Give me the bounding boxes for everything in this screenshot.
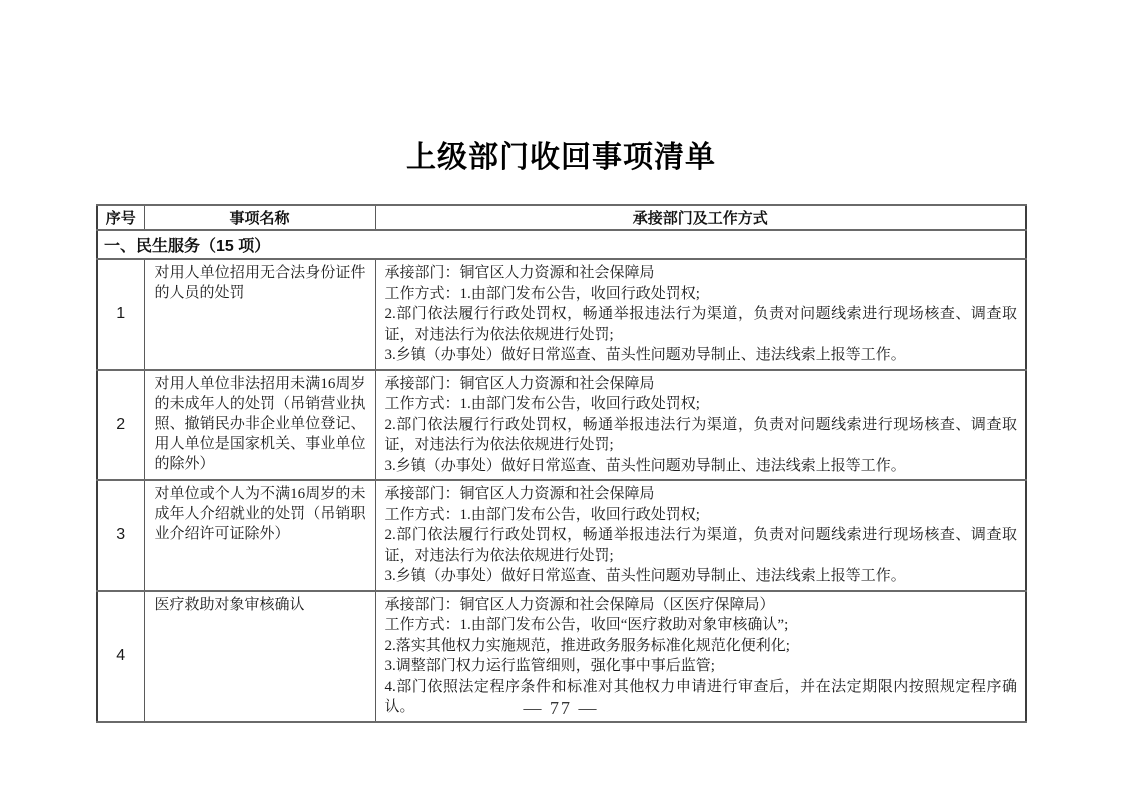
detail-line: 3.乡镇（办事处）做好日常巡查、苗头性问题劝导制止、违法线索上报等工作。 [384,568,906,584]
row-number: 4 [97,591,144,722]
item-detail [375,480,1026,591]
detail-line: 2.落实其他权力实施规范，推进政务服务标准化规范化便利化; [384,637,790,654]
detail-line: 工作方式：1.由部门发布公告，收回“医疗救助对象审核确认”; [384,617,789,633]
page-title: 上级部门收回事项清单 [406,141,716,174]
table-header-row [97,205,1026,230]
column-header-name: 事项名称 [144,205,375,230]
detail-line: 3.调整部门权力运行监管细则，强化事中事后监管; [384,658,715,674]
detail-line: 2.部门依法履行行政处罚权，畅通举报违法行为渠道，负责对问题线索进行现场核查、调查取证，对违法行为依法依规进行处罚; [384,416,1017,453]
detail-line: 2.部门依法履行行政处罚权，畅通举报违法行为渠道，负责对问题线索进行现场核查、调查取证，对违法行为依法依规进行处罚; [384,306,1017,343]
item-detail [375,259,1026,370]
page-number: — 77 — [523,698,599,718]
row-number: 2 [97,370,144,481]
item-name: 对单位或个人为不满16周岁的未成年人介绍就业的处罚（吊销职业介绍许可证除外） [144,480,375,591]
detail-line: 工作方式：1.由部门发布公告，收回行政处罚权; [384,396,700,412]
section-header-row [97,230,1026,259]
detail-line: 承接部门：铜官区人力资源和社会保障局 [384,265,655,281]
item-name: 医疗救助对象审核确认 [144,591,375,722]
detail-line: 工作方式：1.由部门发布公告，收回行政处罚权; [384,506,700,523]
detail-line: 3.乡镇（办事处）做好日常巡查、苗头性问题劝导制止、违法线索上报等工作。 [384,457,906,474]
detail-line: 工作方式：1.由部门发布公告，收回行政处罚权; [384,285,700,302]
row-number: 3 [97,480,144,591]
detail-line: 承接部门：铜官区人力资源和社会保障局（区医疗保障局） [384,596,775,613]
item-name: 对用人单位非法招用未满16周岁的未成年人的处罚（吊销营业执照、撤销民办非企业单位登记、用人单位是国家机关、事业单位的除外） [144,370,375,481]
table-row [97,259,1026,370]
table-row [97,480,1026,591]
detail-line: 2.部门依法履行行政处罚权，畅通举报违法行为渠道，负责对问题线索进行现场核查、调查取证，对违法行为依法依规进行处罚; [384,527,1017,564]
table-row [97,370,1026,481]
row-number: 1 [97,259,144,370]
column-header-no: 序号 [97,205,144,230]
item-name: 对用人单位招用无合法身份证件的人员的处罚 [144,259,375,370]
detail-line: 承接部门：铜官区人力资源和社会保障局 [384,375,655,392]
detail-line: 4.部门依照法定程序条件和标准对其他权力申请进行审查后，并在法定期限内按照规定程序确认。 [384,678,1017,715]
section-header-label: 一、民生服务（15 项） [97,230,1026,259]
items-table [96,204,1027,723]
item-detail [375,370,1026,481]
detail-line: 承接部门：铜官区人力资源和社会保障局 [384,486,655,502]
detail-line: 3.乡镇（办事处）做好日常巡查、苗头性问题劝导制止、违法线索上报等工作。 [384,347,906,363]
column-header-dept: 承接部门及工作方式 [375,205,1026,230]
